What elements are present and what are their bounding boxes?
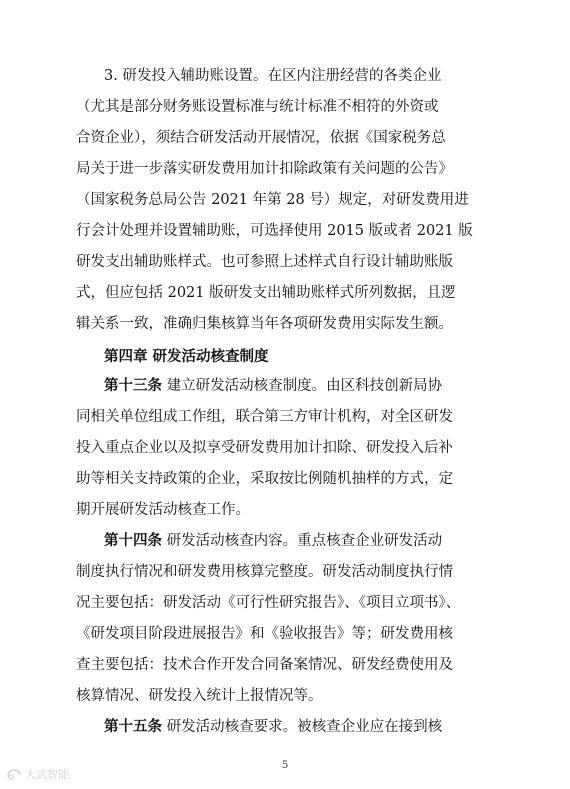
article-label: 第十五条 [104, 719, 162, 735]
paragraph-line: 核算情况、研发投入统计上报情况等。 [76, 688, 323, 704]
article-first-line [104, 376, 442, 396]
paragraph-line: 研发支出辅助账样式。也可参照上述样式自行设计辅助账版 [76, 254, 453, 270]
chapter-heading: 第四章 研发活动核查制度 [104, 349, 269, 365]
paragraph-line: 行会计处理并设置辅助账，可选择使用 2015 版或者 2021 版 [76, 223, 473, 239]
watermark [6, 766, 69, 782]
article-text: 研发活动核查要求。被核查企业应在接到核 [162, 719, 443, 735]
article-label: 第十三条 [104, 378, 162, 394]
watermark-text: 大武智能 [25, 768, 69, 781]
paragraph-line: 况主要包括：研发活动《可行性研究报告》、《项目立项书》、 [76, 595, 461, 611]
page-number: 5 [281, 760, 289, 771]
paragraph-line: 《研发项目阶段进展报告》和《验收报告》等；研发费用核 [76, 626, 453, 642]
article-label: 第十四条 [104, 533, 162, 549]
paragraph-line: 助等相关支持政策的企业，采取按比例随机抽样的方式，定 [76, 471, 453, 487]
paragraph-line: 式，但应包括 2021 版研发支出辅助账样式所列数据，且逻 [76, 285, 456, 301]
article-text: 研发活动核查内容。重点核查企业研发活动 [162, 533, 443, 549]
paragraph-line: （国家税务总局公告 2021 年第 28 号）规定，对研发费用进 [76, 192, 469, 208]
article-text: 建立研发活动核查制度。由区科技创新局协 [162, 378, 443, 394]
watermark-logo-icon [6, 767, 22, 781]
paragraph-line: 局关于进一步落实研发费用加计扣除政策有关问题的公告》 [76, 161, 453, 177]
paragraph-line: 制度执行情况和研发费用核算完整度。研发活动制度执行情 [76, 564, 453, 580]
paragraph-line: 查主要包括：技术合作开发合同备案情况、研发经费使用及 [76, 657, 453, 673]
paragraph-line: 投入重点企业以及拟享受研发费用加计扣除、研发投入后补 [76, 440, 453, 456]
paragraph-line: 期开展研发活动核查工作。 [76, 502, 250, 518]
paragraph-line: 同相关单位组成工作组，联合第三方审计机构，对全区研发 [76, 409, 453, 425]
paragraph-line: （尤其是部分财务账设置标准与统计标准不相符的外资或 [76, 99, 439, 115]
article-first-line [104, 531, 442, 551]
article-first-line [104, 717, 442, 737]
paragraph-line: 合资企业），须结合研发活动开展情况，依据《国家税务总 [76, 130, 446, 146]
paragraph-line: 3. 研发投入辅助账设置。在区内注册经营的各类企业 [104, 68, 442, 84]
paragraph-line: 辑关系一致，准确归集核算当年各项研发费用实际发生额。 [76, 316, 453, 332]
